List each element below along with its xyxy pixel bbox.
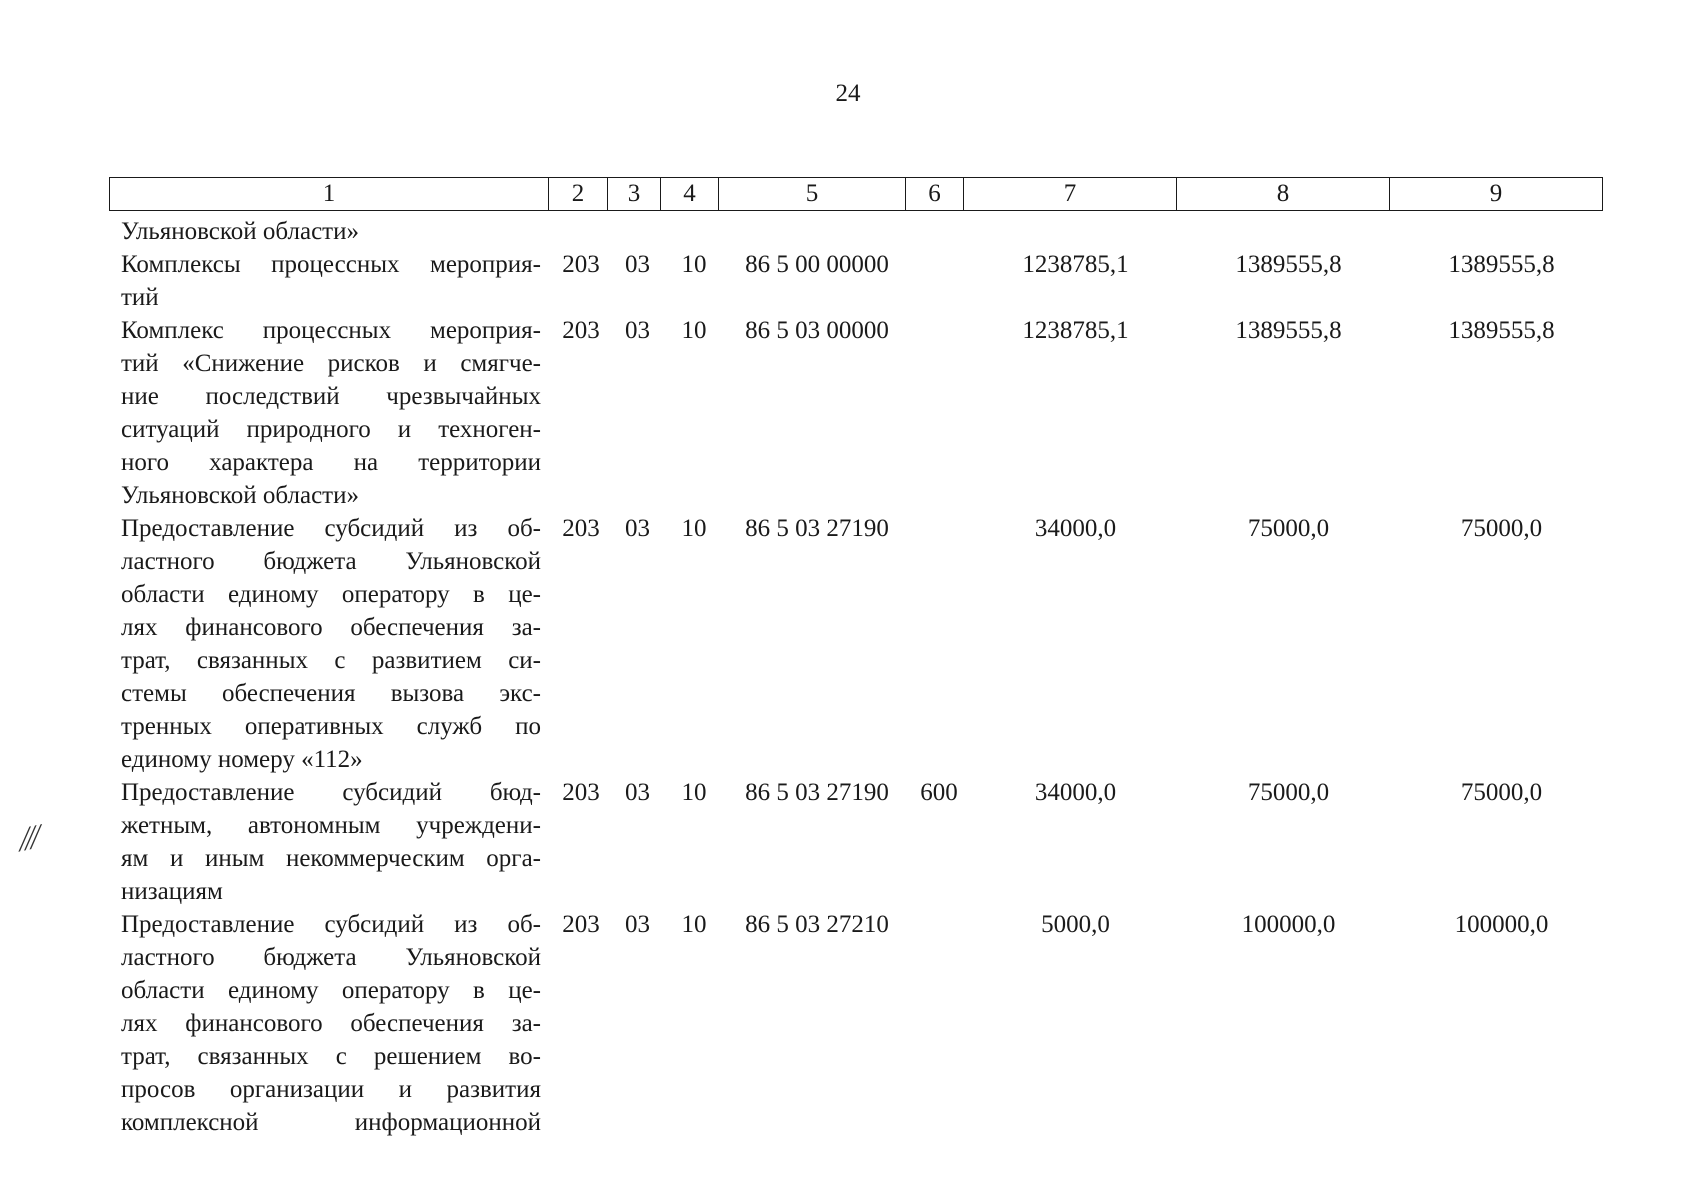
table-row [0, 908, 1696, 1139]
description-line: ластного бюджета Ульяновской [121, 944, 541, 971]
description-line: низациям [121, 878, 223, 905]
column-header-5: 5 [719, 178, 906, 211]
description-line: жетным, автономным учреждени- [121, 812, 541, 839]
column-header-4: 4 [661, 178, 719, 211]
amount-year-1: 34000,0 [1034, 515, 1117, 542]
amount-year-2: 1389555,8 [1235, 317, 1342, 344]
row-description [121, 248, 541, 314]
description-line: комплексной информационной [121, 1109, 541, 1136]
description-line: Ульяновской области» [121, 482, 359, 509]
amount-year-1: 5000,0 [1041, 911, 1110, 938]
chapter-code: 03 [625, 515, 650, 542]
section-code: 203 [562, 779, 600, 806]
row-description [121, 314, 541, 512]
amount-year-2: 75000,0 [1247, 515, 1330, 542]
amount-year-3: 75000,0 [1460, 515, 1543, 542]
table-row [0, 215, 1696, 248]
description-line: Комплекс процессных мероприя- [121, 317, 541, 344]
description-line: Предоставление субсидий из об- [121, 911, 541, 938]
amount-year-3: 1389555,8 [1448, 251, 1555, 278]
description-line: ситуаций природного и техноген- [121, 416, 541, 443]
description-line: области единому оператору в це- [121, 581, 541, 608]
column-header-2: 2 [549, 178, 608, 211]
description-line: ние последствий чрезвычайных [121, 383, 541, 410]
subchapter-code: 10 [681, 911, 707, 938]
column-header-6: 6 [906, 178, 964, 211]
column-header-7: 7 [964, 178, 1177, 211]
description-line: тий «Снижение рисков и смягче- [121, 350, 541, 377]
description-line: Ульяновской области» [121, 218, 359, 245]
row-description [121, 512, 541, 776]
description-line: стемы обеспечения вызова экс- [121, 680, 541, 707]
amount-year-3: 1389555,8 [1448, 317, 1555, 344]
row-description [121, 908, 541, 1139]
amount-year-1: 1238785,1 [1022, 317, 1129, 344]
chapter-code: 03 [625, 779, 650, 806]
page-number: 24 [835, 80, 861, 107]
description-line: трат, связанных с развитием си- [121, 647, 541, 674]
section-code: 203 [562, 317, 600, 344]
table-body [0, 215, 1696, 1139]
description-line: лях финансового обеспечения за- [121, 1010, 541, 1037]
expense-type-code: 600 [920, 779, 958, 806]
amount-year-2: 100000,0 [1241, 911, 1336, 938]
amount-year-2: 1389555,8 [1235, 251, 1342, 278]
description-line: просов организации и развития [121, 1076, 541, 1103]
table-row [0, 776, 1696, 908]
column-header-3: 3 [608, 178, 661, 211]
description-line: ластного бюджета Ульяновской [121, 548, 541, 575]
description-line: трат, связанных с решением во- [121, 1043, 541, 1070]
chapter-code: 03 [625, 251, 650, 278]
section-code: 203 [562, 911, 600, 938]
description-line: ного характера на территории [121, 449, 541, 476]
subchapter-code: 10 [681, 251, 707, 278]
description-line: области единому оператору в це- [121, 977, 541, 1004]
subchapter-code: 10 [681, 779, 707, 806]
description-line: лях финансового обеспечения за- [121, 614, 541, 641]
subchapter-code: 10 [681, 515, 707, 542]
row-description [121, 776, 541, 908]
description-line: тий [121, 284, 159, 311]
amount-year-1: 34000,0 [1034, 779, 1117, 806]
amount-year-3: 75000,0 [1460, 779, 1543, 806]
description-line: Предоставление субсидий из об- [121, 515, 541, 542]
description-line: единому номеру «112» [121, 746, 363, 773]
column-header-row [110, 178, 1603, 211]
target-article-code: 86 5 03 27190 [745, 779, 889, 806]
amount-year-3: 100000,0 [1454, 911, 1549, 938]
handwritten-mark: ⁄⁄⁄ [18, 818, 43, 859]
target-article-code: 86 5 03 00000 [745, 317, 889, 344]
section-code: 203 [562, 515, 600, 542]
target-article-code: 86 5 03 27210 [745, 911, 889, 938]
amount-year-2: 75000,0 [1247, 779, 1330, 806]
table-row [0, 512, 1696, 776]
chapter-code: 03 [625, 911, 650, 938]
description-line: ям и иным некоммерческим орга- [121, 845, 541, 872]
column-header-8: 8 [1177, 178, 1390, 211]
target-article-code: 86 5 03 27190 [745, 515, 889, 542]
column-header-9: 9 [1390, 178, 1603, 211]
column-header-1: 1 [110, 178, 549, 211]
description-line: тренных оперативных служб по [121, 713, 541, 740]
row-description [121, 215, 541, 248]
target-article-code: 86 5 00 00000 [745, 251, 889, 278]
table-row [0, 314, 1696, 512]
chapter-code: 03 [625, 317, 650, 344]
description-line: Предоставление субсидий бюд- [121, 779, 541, 806]
column-header-table [109, 177, 1603, 211]
section-code: 203 [562, 251, 600, 278]
description-line: Комплексы процессных мероприя- [121, 251, 541, 278]
amount-year-1: 1238785,1 [1022, 251, 1129, 278]
table-row [0, 248, 1696, 314]
subchapter-code: 10 [681, 317, 707, 344]
